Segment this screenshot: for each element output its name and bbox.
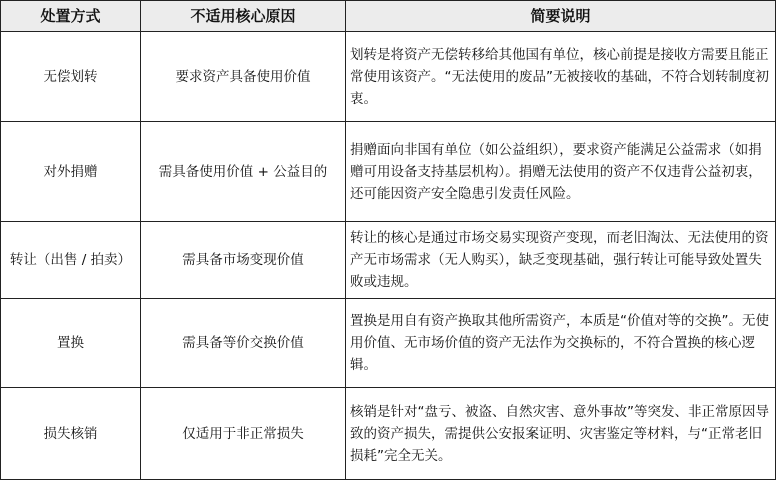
header-method: 处置方式 (1, 1, 141, 32)
table-row (1, 32, 776, 122)
reason-cell: 要求资产具备使用价值 (141, 32, 346, 122)
method-cell: 损失核销 (1, 388, 141, 480)
table-row (1, 222, 776, 299)
description-cell: 置换是用自有资产换取其他所需资产，本质是“价值对等的交换”。无使用价值、无市场价值的资产无法作为交换标的，不符合置换的核心逻辑。 (346, 299, 776, 388)
header-description: 简要说明 (346, 1, 776, 32)
method-cell: 置换 (1, 299, 141, 388)
table-row (1, 388, 776, 480)
reason-cell: 需具备使用价值 + 公益目的 (141, 122, 346, 222)
reason-cell: 需具备等价交换价值 (141, 299, 346, 388)
method-cell: 无偿划转 (1, 32, 141, 122)
method-cell: 转让（出售 / 拍卖） (1, 222, 141, 299)
reason-cell: 需具备市场变现价值 (141, 222, 346, 299)
description-cell: 捐赠面向非国有单位（如公益组织），要求资产能满足公益需求（如捐赠可用设备支持基层机构）。捐赠无法使用的资产不仅违背公益初衷，还可能因资产安全隐患引发责任风险。 (346, 122, 776, 222)
description-cell: 核销是针对“盘亏、被盗、自然灾害、意外事故”等突发、非正常原因导致的资产损失，需提供公安报案证明、灾害鉴定等材料，与“正常老旧损耗”完全无关。 (346, 388, 776, 480)
reason-cell: 仅适用于非正常损失 (141, 388, 346, 480)
method-cell: 对外捐赠 (1, 122, 141, 222)
description-cell: 转让的核心是通过市场交易实现资产变现，而老旧淘汰、无法使用的资产无市场需求（无人购买），缺乏变现基础，强行转让可能导致处置失败或违规。 (346, 222, 776, 299)
table-row (1, 299, 776, 388)
header-reason: 不适用核心原因 (141, 1, 346, 32)
header-row (1, 1, 776, 32)
description-cell: 划转是将资产无偿转移给其他国有单位，核心前提是接收方需要且能正常使用该资产。“无法使用的废品”无被接收的基础，不符合划转制度初衷。 (346, 32, 776, 122)
table-row (1, 122, 776, 222)
